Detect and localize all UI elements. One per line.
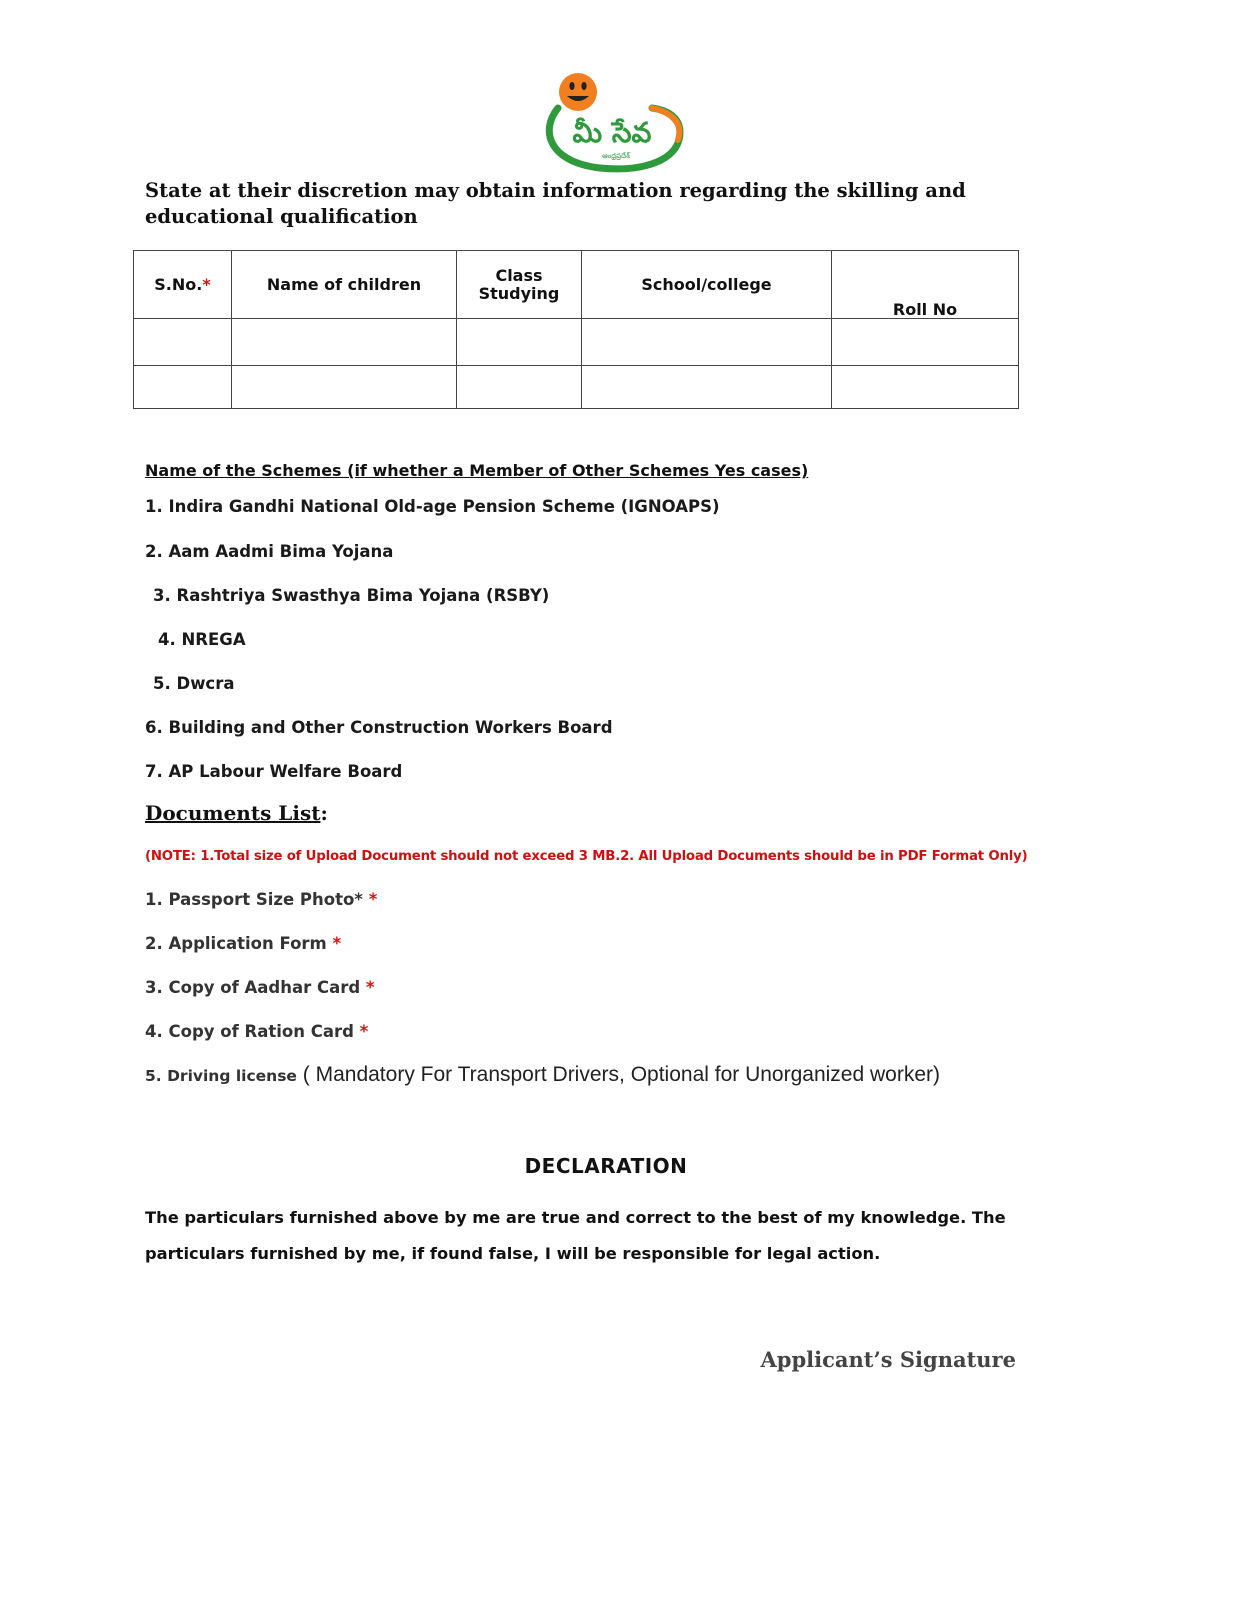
- upload-note: (NOTE: 1.Total size of Upload Document should not exceed 3 MB.2. All Upload Documents should be in PDF Format Only): [145, 849, 1028, 864]
- table-cell[interactable]: [457, 366, 582, 409]
- scheme-item: 2. Aam Aadmi Bima Yojana: [145, 542, 394, 561]
- header-school: School/college: [582, 251, 832, 319]
- scheme-item: 5. Dwcra: [153, 674, 235, 693]
- required-marker: *: [365, 978, 375, 997]
- document-item-note: ( Mandatory For Transport Drivers, Optional for Unorganized worker): [296, 1063, 941, 1086]
- applicant-signature: Applicant’s Signature: [760, 1347, 1016, 1372]
- table-cell[interactable]: [134, 366, 232, 409]
- document-item-label: 5. Driving license: [145, 1067, 297, 1085]
- required-marker: *: [202, 275, 211, 294]
- declaration-title: DECLARATION: [524, 1154, 688, 1178]
- header-roll-label: Roll No: [892, 300, 958, 319]
- declaration-text: The particulars furnished above by me are true and correct to the best of my knowledge. The particulars furnished by me, if found false, I will be responsible for legal action.: [145, 1208, 1006, 1263]
- table-cell[interactable]: [457, 319, 582, 366]
- document-item: [145, 1063, 940, 1087]
- header-class-line2: Studying: [478, 283, 560, 303]
- required-marker: *: [359, 1022, 369, 1041]
- children-table-header: [134, 251, 1019, 319]
- required-marker: *: [332, 934, 342, 953]
- header-class: [457, 251, 582, 319]
- document-item-label: 2. Application Form: [145, 934, 333, 953]
- scheme-item: 3. Rashtriya Swasthya Bima Yojana (RSBY): [153, 586, 550, 605]
- table-cell[interactable]: [582, 366, 832, 409]
- document-item: [145, 934, 341, 953]
- table-row: [134, 319, 1019, 366]
- document-item-label: 4. Copy of Ration Card: [145, 1022, 360, 1041]
- document-item: [145, 890, 377, 909]
- table-row: [134, 366, 1019, 409]
- scheme-item: 6. Building and Other Construction Workers Board: [145, 718, 613, 737]
- table-cell[interactable]: [832, 319, 1019, 366]
- table-cell[interactable]: [832, 366, 1019, 409]
- scheme-item: 7. AP Labour Welfare Board: [145, 762, 403, 781]
- header-name: Name of children: [232, 251, 457, 319]
- document-item: [145, 978, 375, 997]
- table-cell[interactable]: [582, 319, 832, 366]
- header-sno: [134, 251, 232, 319]
- logo-text: మీ సేవ: [572, 116, 652, 149]
- documents-title: [145, 801, 328, 825]
- logo-tagline: ఆంధ్రప్రదేశ్: [602, 152, 630, 160]
- document-item-label: 1. Passport Size Photo*: [145, 890, 369, 909]
- intro-text: State at their discretion may obtain information regarding the skilling and educational qualification: [145, 179, 966, 228]
- meeseva-logo: [540, 70, 692, 178]
- children-table: [133, 250, 1019, 409]
- documents-title-text: Documents List: [145, 801, 321, 825]
- documents-title-colon: :: [320, 801, 328, 825]
- meeseva-logo-graphic: [540, 70, 692, 178]
- scheme-item: 4. NREGA: [158, 630, 246, 649]
- header-roll: [832, 251, 1019, 319]
- schemes-title: Name of the Schemes (if whether a Member of Other Schemes Yes cases): [145, 461, 809, 480]
- scheme-item: 1. Indira Gandhi National Old-age Pension Scheme (IGNOAPS): [145, 497, 720, 516]
- header-class-line1: Class: [495, 265, 543, 285]
- table-cell[interactable]: [134, 319, 232, 366]
- document-item-label: 3. Copy of Aadhar Card: [145, 978, 366, 997]
- header-sno-label: S.No.: [154, 275, 203, 294]
- document-item: [145, 1022, 368, 1041]
- table-cell[interactable]: [232, 319, 457, 366]
- required-marker: *: [368, 890, 378, 909]
- table-cell[interactable]: [232, 366, 457, 409]
